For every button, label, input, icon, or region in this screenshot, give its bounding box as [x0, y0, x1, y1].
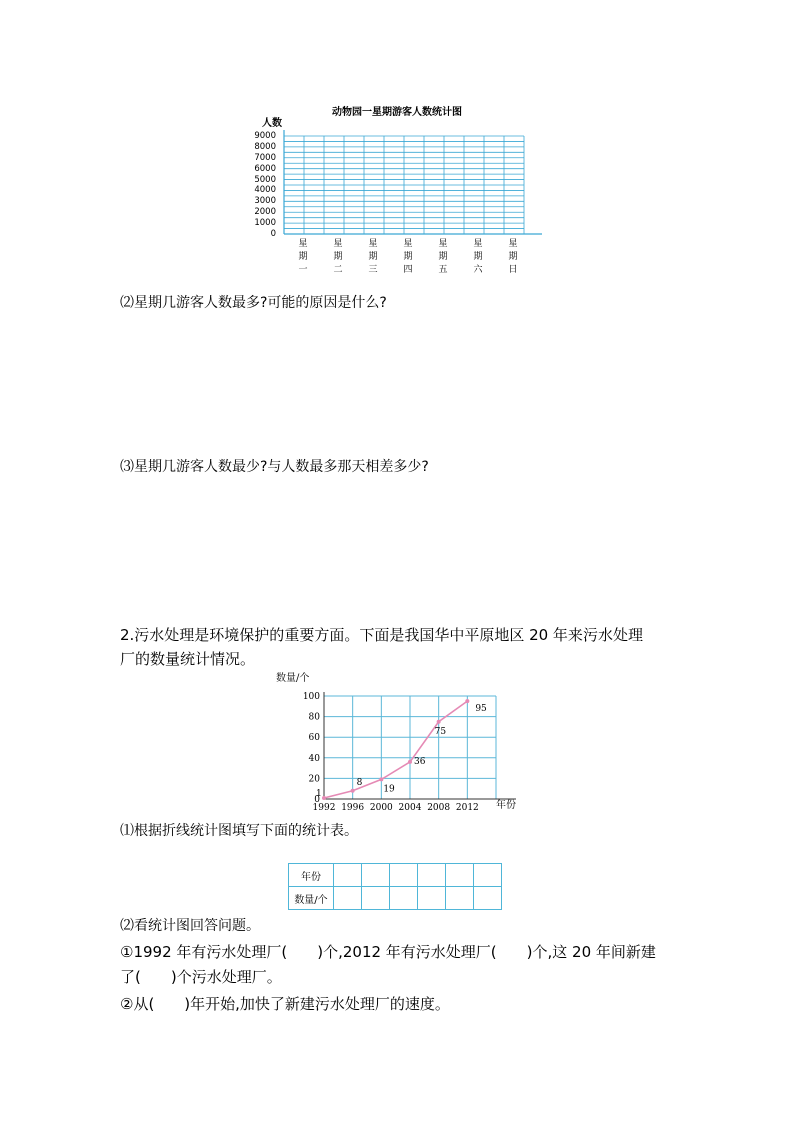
problem-2-text-line1: 2.污水处理是环境保护的重要方面。下面是我国华中平原地区 20 年来污水处理: [120, 626, 643, 644]
table-row: [289, 864, 502, 887]
chart1-ytick-label: 4000: [254, 185, 276, 196]
chart1-ytick-label: 0: [270, 229, 276, 239]
chart1-x-axis: [280, 238, 544, 278]
statistics-table: [288, 863, 502, 910]
chart1-day-label: 星 期 六: [473, 239, 483, 275]
table-row: [289, 887, 502, 910]
table-cell[interactable]: [390, 864, 418, 887]
table-cell[interactable]: [362, 864, 390, 887]
chart1-day-label: 星 期 三: [368, 239, 378, 275]
line-chart-data-label: 36: [414, 756, 426, 767]
table-cell[interactable]: [362, 887, 390, 910]
chart1-day-label: 星 期 五: [438, 239, 448, 275]
line-chart-ytick-label: 60: [308, 733, 320, 744]
line-chart-data-label: 19: [383, 784, 395, 795]
table-cell[interactable]: [418, 864, 446, 887]
line-chart-point: [351, 789, 355, 793]
item-2: ②从( )年开始,加快了新建污水处理厂的速度。: [120, 995, 450, 1013]
table-cell[interactable]: [418, 887, 446, 910]
table-cell[interactable]: [446, 887, 474, 910]
line-chart-xtick-label: 2004: [398, 803, 422, 813]
line-chart-xtick-label: 2008: [427, 803, 451, 813]
line-chart-point: [322, 796, 326, 800]
question-2: ⑵星期几游客人数最多?可能的原因是什么?: [120, 295, 387, 311]
line-chart-ytick-label: 40: [308, 753, 320, 764]
line-chart-series-line: [324, 701, 467, 798]
table-header-count: 数量/个: [289, 887, 334, 910]
table-cell[interactable]: [334, 887, 362, 910]
chart1-grid: [280, 128, 544, 240]
line-chart-xlabel: 年份: [496, 800, 516, 811]
item-1-line2: 了( )个污水处理厂。: [120, 968, 282, 986]
line-chart-data-label: 95: [475, 704, 487, 715]
line-chart-point: [379, 777, 383, 781]
table-cell[interactable]: [474, 864, 502, 887]
line-chart-data-label: 8: [356, 777, 363, 788]
sub-question-2: ⑵看统计图回答问题。: [120, 918, 260, 934]
line-chart-point: [465, 699, 469, 703]
chart1-ytick-label: 1000: [254, 218, 276, 229]
line-chart-data-label: 1: [316, 788, 322, 799]
chart1-ytick-label: 8000: [254, 141, 276, 152]
line-chart-xtick-label: 1992: [312, 803, 336, 813]
chart1-y-axis: [236, 130, 280, 240]
table-cell[interactable]: [474, 887, 502, 910]
chart1-title: 动物园一星期游客人数统计图: [332, 107, 462, 118]
chart1-ytick-label: 7000: [254, 152, 276, 163]
line-chart-point: [408, 760, 412, 764]
chart1-ytick-label: 6000: [254, 163, 276, 174]
line-chart: [260, 668, 540, 818]
item-1-line1: ①1992 年有污水处理厂( )个,2012 年有污水处理厂( )个,这 20 年间新建: [120, 943, 656, 961]
chart1-day-label: 星 期 四: [403, 239, 413, 275]
line-chart-ytick-label: 80: [308, 712, 320, 723]
line-chart-ytick-label: 100: [302, 692, 320, 702]
line-chart-xtick-label: 2000: [369, 803, 393, 813]
table-cell[interactable]: [390, 887, 418, 910]
line-chart-ytick-label: 20: [308, 774, 320, 785]
table-header-year: 年份: [289, 864, 334, 887]
table-cell[interactable]: [446, 864, 474, 887]
chart1-day-label: 星 期 一: [298, 239, 308, 275]
chart1-ytick-label: 3000: [254, 196, 276, 207]
line-chart-xtick-label: 1996: [341, 803, 365, 813]
line-chart-ytick-label: 0: [314, 795, 320, 805]
chart1-ylabel: 人数: [262, 118, 282, 129]
chart1-ytick-label: 5000: [254, 174, 276, 185]
line-chart-point: [437, 720, 441, 724]
chart1-ytick-label: 9000: [254, 131, 276, 141]
problem-2-text-line2: 厂的数量统计情况。: [120, 650, 256, 668]
chart1-day-label: 星 期 日: [508, 239, 518, 275]
chart1-ytick-label: 2000: [254, 207, 276, 218]
question-3: ⑶星期几游客人数最少?与人数最多那天相差多少?: [120, 459, 429, 475]
sub-question-1: ⑴根据折线统计图填写下面的统计表。: [120, 823, 358, 839]
chart1-day-label: 星 期 二: [333, 239, 343, 275]
line-chart-data-label: 75: [434, 726, 447, 737]
line-chart-ylabel: 数量/个: [276, 673, 310, 684]
table-cell[interactable]: [334, 864, 362, 887]
line-chart-xtick-label: 2012: [455, 803, 479, 813]
